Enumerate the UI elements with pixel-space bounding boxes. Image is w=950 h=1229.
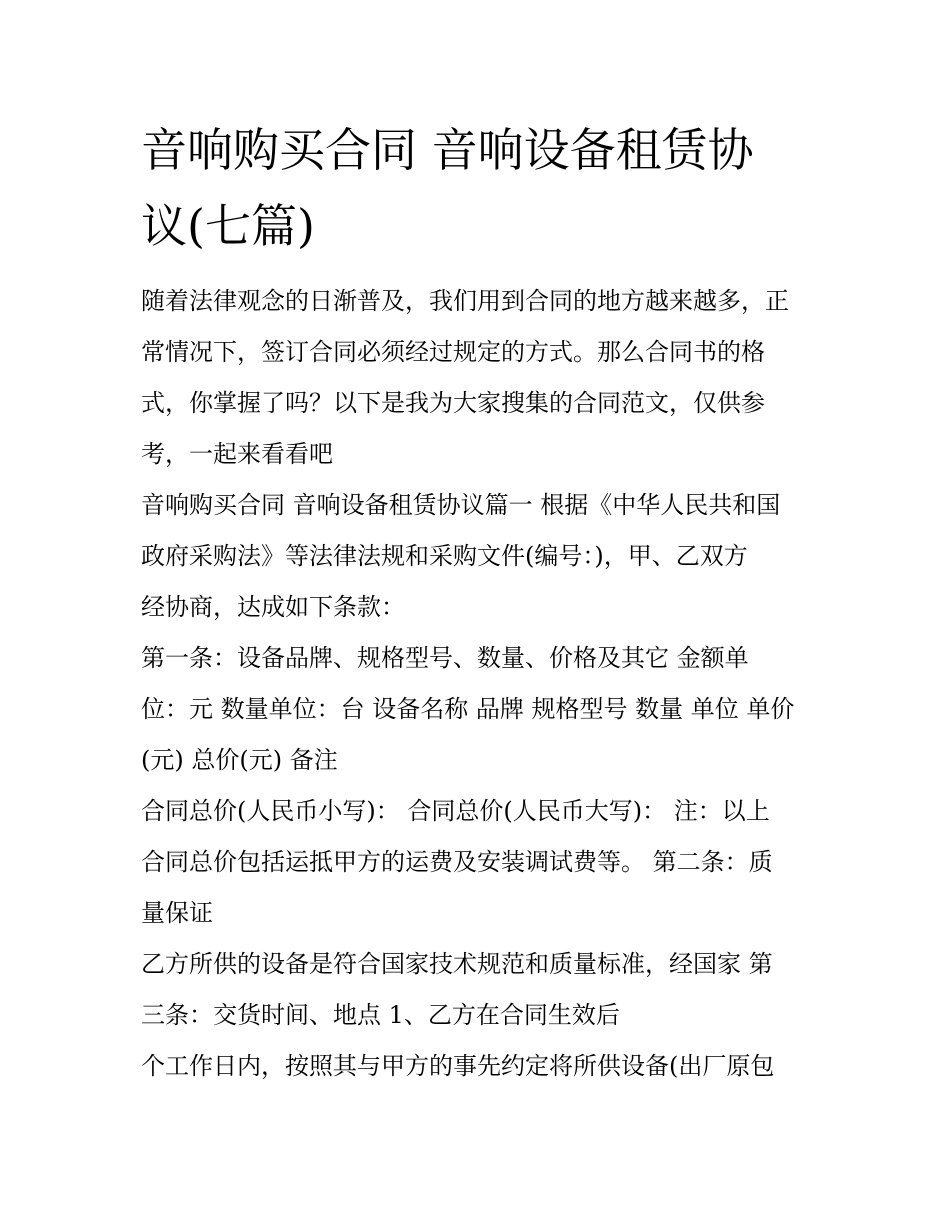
body-line: 常情况下，签订合同必须经过规定的方式。那么合同书的格	[141, 338, 765, 366]
body-line: 合同总价(人民币小写)： 合同总价(人民币大写)： 注：以上	[141, 797, 770, 825]
body-line: 三条：交货时间、地点 1、乙方在合同生效后	[141, 1001, 620, 1029]
body-line: 经协商，达成如下条款：	[141, 593, 405, 621]
body-line: 第一条：设备品牌、规格型号、数量、价格及其它 金额单	[141, 644, 749, 672]
body-line: 考，一起来看看吧	[141, 440, 333, 468]
body-line: 随着法律观念的日渐普及，我们用到合同的地方越来越多，正	[141, 287, 789, 315]
body-line: 式，你掌握了吗？以下是我为大家搜集的合同范文，仅供参	[141, 389, 765, 417]
document-title	[141, 112, 821, 264]
title-line: 音响购买合同 音响设备租赁协	[141, 123, 754, 177]
body-line: 个工作日内，按照其与甲方的事先约定将所供设备(出厂原包	[141, 1052, 775, 1080]
body-line: 音响购买合同 音响设备租赁协议篇一 根据《中华人民共和国	[141, 491, 781, 519]
body-line: 位：元 数量单位：台 设备名称 品牌 规格型号 数量 单位 单价	[141, 695, 795, 723]
body-line: 乙方所供的设备是符合国家技术规范和质量标准，经国家 第	[141, 950, 773, 978]
body-line: 政府采购法》等法律法规和采购文件(编号：)，甲、乙双方	[141, 542, 748, 570]
title-line: 议(七篇)	[141, 199, 315, 253]
document-body	[141, 276, 813, 1092]
body-line: 量保证	[141, 899, 213, 927]
body-line: 合同总价包括运抵甲方的运费及安装调试费等。 第二条：质	[141, 848, 773, 876]
body-line: (元) 总价(元) 备注	[141, 746, 338, 774]
